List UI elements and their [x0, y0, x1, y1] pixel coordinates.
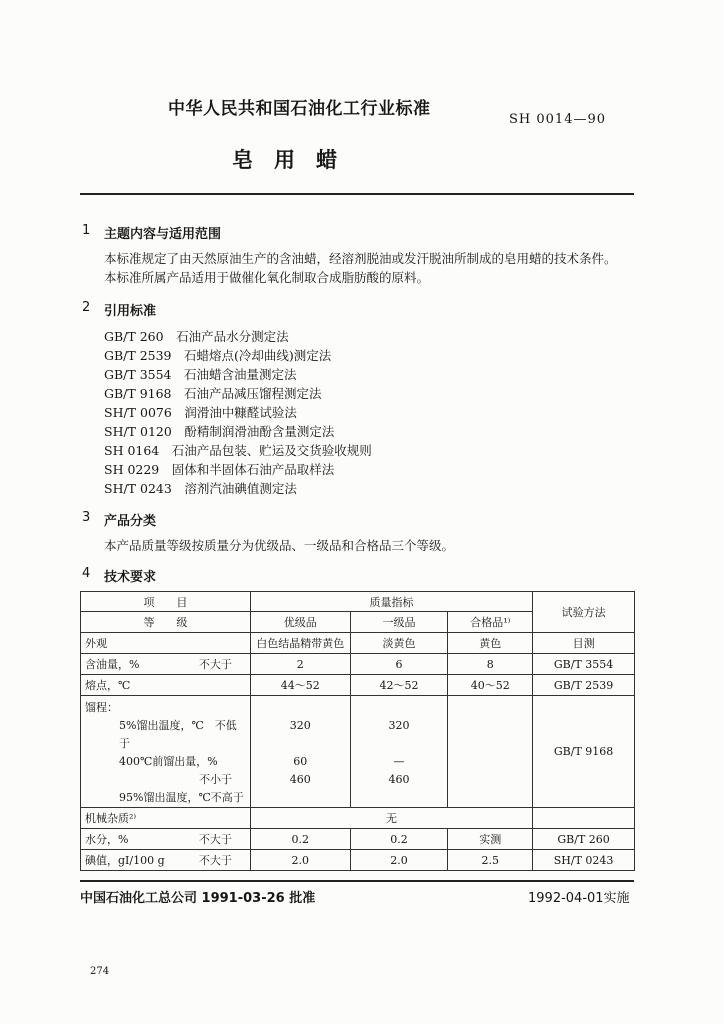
reference-name: 固体和半固体石油产品取样法: [171, 462, 335, 477]
section-3-paragraph: 本产品质量等级按质量分为优级品、一级品和合格品三个等级。: [104, 538, 455, 553]
table-row: [81, 675, 635, 696]
reference-name: 润滑油中糠醛试验法: [184, 405, 297, 420]
cell-value: 白色结晶精带黄色: [250, 633, 350, 654]
cell-value-merged: 无: [250, 808, 532, 829]
row-item-label: 水分，%: [85, 833, 129, 846]
cell-value: 6: [350, 654, 448, 675]
reference-code: SH/T 0076: [104, 405, 172, 420]
reference-name: 石油产品包装、贮运及交货验收规则: [171, 443, 372, 458]
cell-value: 8: [448, 654, 533, 675]
cell-value: 黄色: [448, 633, 533, 654]
section-3-title: 产品分类: [104, 514, 157, 529]
section-2-title: 引用标准: [104, 304, 157, 319]
row-item-condition: 不大于: [198, 658, 232, 671]
standard-category-title: 中华人民共和国石油化工行业标准: [168, 99, 431, 119]
row-item: 外观: [81, 633, 251, 654]
header-test-method: 试验方法: [533, 592, 635, 633]
cell-method: 目测: [533, 633, 635, 654]
table-row: [81, 850, 635, 871]
reference-item: [104, 479, 297, 497]
section-4-title: 技术要求: [104, 570, 157, 585]
reference-item: [104, 384, 322, 402]
cell-value: 40～52: [448, 675, 533, 696]
reference-item: [104, 460, 334, 478]
row-item-condition: 不大于: [198, 854, 232, 867]
cell-value: 0.2: [350, 829, 448, 850]
cell-value-first: 320 — 460: [350, 696, 448, 808]
cell-method: GB/T 9168: [533, 696, 635, 808]
cell-value-qualified: [448, 696, 533, 808]
distillation-5pct: 5%馏出温度，℃ 不低于: [119, 719, 237, 750]
cell-value: 实测: [448, 829, 533, 850]
cell-value: 2.5: [448, 850, 533, 871]
distillation-title: 馏程：: [85, 701, 118, 714]
header-grade-premium: 优级品: [250, 612, 350, 633]
cell-value: 淡黄色: [350, 633, 448, 654]
reference-name: 酚精制润滑油酚含量测定法: [184, 424, 335, 439]
cell-value: 2: [250, 654, 350, 675]
section-1-paragraph-1: 本标准规定了由天然原油生产的含油蜡，经溶剂脱油或发汗脱油所制成的皂用蜡的技术条件。: [104, 251, 617, 266]
reference-item: [104, 403, 297, 421]
section-2-number: 2: [82, 300, 91, 315]
row-item: [81, 850, 251, 871]
table-row: [81, 654, 635, 675]
cell-method: SH/T 0243: [533, 850, 635, 871]
reference-item: [104, 441, 372, 459]
reference-item: [104, 365, 297, 383]
cell-method: [533, 808, 635, 829]
row-item-condition: 不大于: [198, 833, 232, 846]
footer-divider: [80, 880, 634, 882]
reference-name: 石油蜡含油量测定法: [184, 367, 297, 382]
row-item: [81, 829, 251, 850]
reference-code: SH/T 0120: [104, 424, 172, 439]
reference-code: GB/T 260: [104, 329, 164, 344]
row-item-label: 含油量，%: [85, 658, 140, 671]
technical-requirements-table: [80, 591, 635, 871]
reference-item: [104, 422, 334, 440]
section-3-number: 3: [82, 510, 91, 525]
approval-statement: 中国石油化工总公司 1991-03-26 批准: [80, 891, 316, 906]
cell-method: GB/T 2539: [533, 675, 635, 696]
implementation-date: 1992-04-01实施: [528, 891, 630, 906]
cell-value: 2.0: [350, 850, 448, 871]
header-item: 项 目: [81, 592, 251, 612]
cell-value: 0.2: [250, 829, 350, 850]
table-row: [81, 633, 635, 654]
header-divider: [80, 193, 634, 195]
table-row: [81, 829, 635, 850]
row-item: 机械杂质²⁾: [81, 808, 251, 829]
reference-name: 溶剂汽油碘值测定法: [184, 481, 297, 496]
row-item-label: 碘值，gI/100 g: [85, 854, 165, 867]
table-header-row: [81, 592, 635, 612]
row-item: 熔点，℃: [81, 675, 251, 696]
distillation-400c-condition: 不小于: [199, 773, 232, 786]
reference-item: [104, 346, 331, 364]
table-row: [81, 808, 635, 829]
distillation-95pct: 95%馏出温度，℃不高于: [119, 791, 244, 804]
distillation-400c-label: 400℃前馏出量，%: [119, 755, 218, 768]
cell-method: GB/T 260: [533, 829, 635, 850]
reference-name: 石油产品水分测定法: [176, 329, 289, 344]
section-1-number: 1: [82, 223, 91, 238]
document-title: 皂 用 蜡: [232, 148, 337, 172]
section-4-number: 4: [82, 566, 91, 581]
reference-code: GB/T 2539: [104, 348, 172, 363]
table-row: [81, 696, 635, 808]
reference-code: SH 0229: [104, 462, 160, 477]
reference-code: SH/T 0243: [104, 481, 172, 496]
row-item: [81, 654, 251, 675]
reference-code: SH 0164: [104, 443, 160, 458]
header-quality-index: 质量指标: [250, 592, 532, 612]
cell-value: 2.0: [250, 850, 350, 871]
standard-code: SH 0014—90: [509, 112, 607, 127]
reference-item: [104, 327, 289, 345]
cell-value: 42～52: [350, 675, 448, 696]
reference-name: 石蜡熔点(冷却曲线)测定法: [184, 348, 332, 363]
cell-value: 44～52: [250, 675, 350, 696]
cell-value-premium: 320 60 460: [250, 696, 350, 808]
reference-code: GB/T 3554: [104, 367, 172, 382]
row-item-distillation: [81, 696, 251, 808]
reference-name: 石油产品减压馏程测定法: [184, 386, 322, 401]
section-1-title: 主题内容与适用范围: [104, 227, 222, 242]
header-grade-qualified: 合格品¹⁾: [448, 612, 533, 633]
header-grade-first: 一级品: [350, 612, 448, 633]
section-1-paragraph-2: 本标准所属产品适用于做催化氧化制取合成脂肪酸的原料。: [104, 270, 430, 285]
cell-method: GB/T 3554: [533, 654, 635, 675]
reference-code: GB/T 9168: [104, 386, 172, 401]
header-grade: 等 级: [81, 612, 251, 633]
page-number: 274: [90, 966, 110, 977]
